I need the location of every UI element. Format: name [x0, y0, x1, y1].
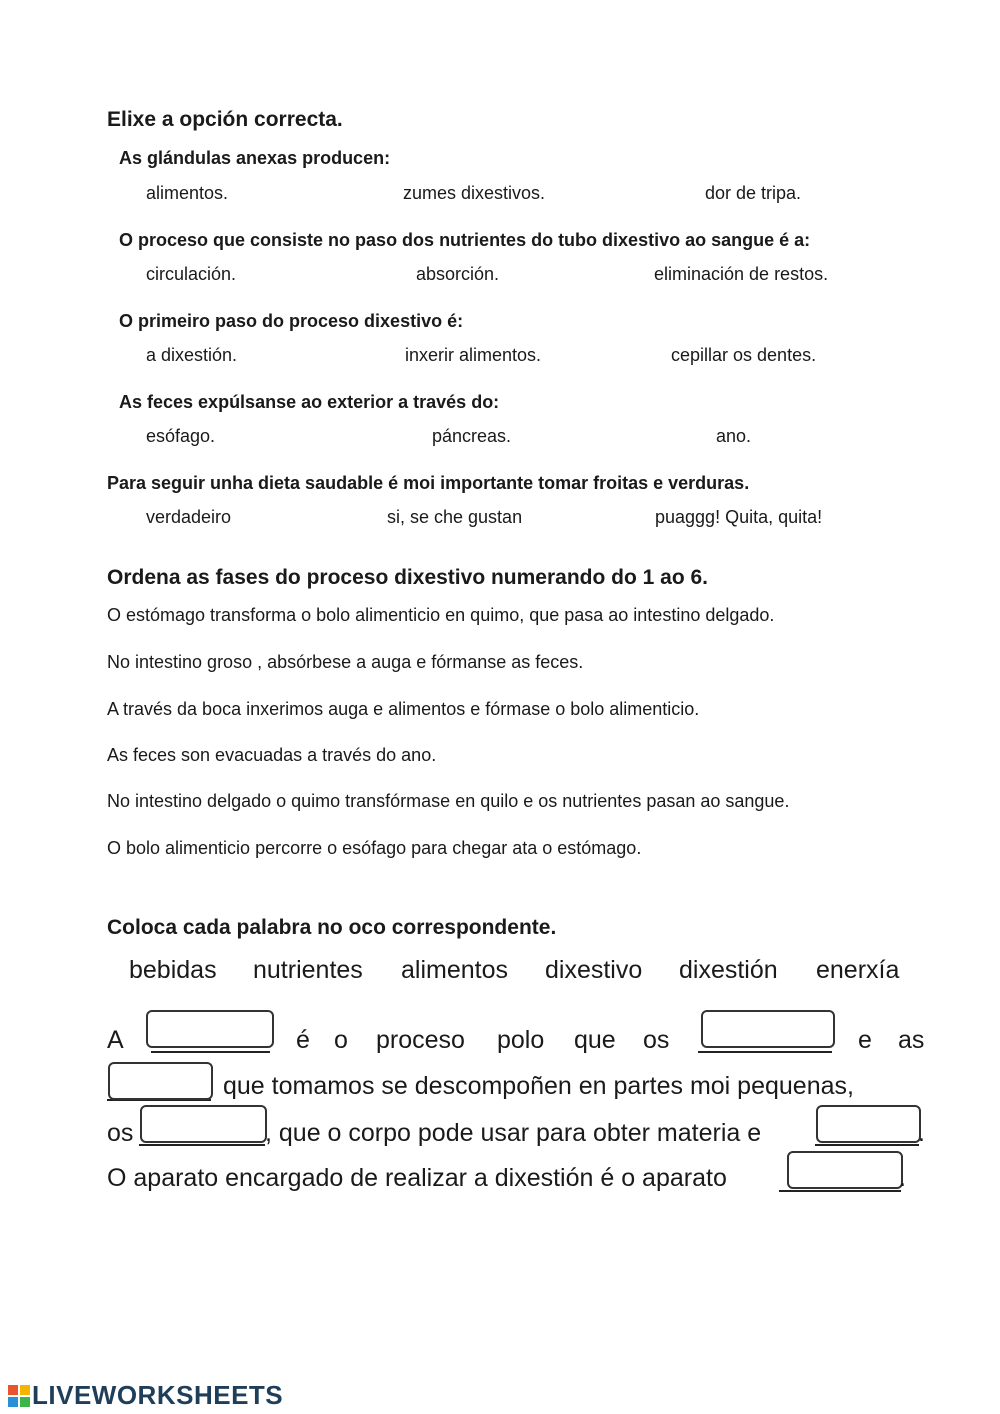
option-5b[interactable]: si, se che gustan [387, 507, 523, 527]
text-que: que [574, 1026, 616, 1054]
option-2b[interactable]: absorción. [416, 264, 500, 284]
option-4c[interactable]: ano. [716, 426, 752, 446]
order-item-2[interactable]: No intestino groso , absórbese a auga e fórmanse as feces. [107, 652, 584, 672]
blank-1[interactable] [146, 1010, 274, 1048]
text-period-1: . [918, 1119, 925, 1147]
question-3: O primeiro paso do proceso dixestivo é: [119, 311, 464, 331]
question-1: As glándulas anexas producen: [119, 148, 391, 168]
word-alimentos[interactable]: alimentos [401, 956, 508, 984]
text-proceso: proceso [376, 1026, 465, 1054]
option-1c[interactable]: dor de tripa. [705, 183, 802, 203]
word-dixestion[interactable]: dixestión [679, 956, 778, 984]
text-line2: que tomamos se descompoñen en partes moi pequenas, [223, 1072, 854, 1100]
question-5: Para seguir unha dieta saudable é moi importante tomar froitas e verduras. [107, 473, 750, 493]
order-item-3[interactable]: A través da boca inxerimos auga e alimentos e fórmase o bolo alimenticio. [107, 699, 700, 719]
option-4b[interactable]: páncreas. [432, 426, 512, 446]
option-1b[interactable]: zumes dixestivos. [403, 183, 546, 203]
text-as: as [898, 1026, 925, 1054]
word-bebidas[interactable]: bebidas [129, 956, 217, 984]
text-period-2: . [899, 1164, 906, 1192]
option-2a[interactable]: circulación. [146, 264, 237, 284]
blank-underline-6 [779, 1190, 901, 1192]
blank-underline-2 [698, 1051, 832, 1053]
option-3b[interactable]: inxerir alimentos. [405, 345, 542, 365]
text-line3: , que o corpo pode usar para obter materia e [265, 1119, 762, 1147]
order-item-4[interactable]: As feces son evacuadas a través do ano. [107, 745, 437, 765]
text-a: A [107, 1026, 124, 1054]
text-os2: os [107, 1119, 134, 1147]
question-4: As feces expúlsanse ao exterior a través do: [119, 392, 500, 412]
blank-underline-4 [139, 1144, 265, 1146]
word-dixestivo[interactable]: dixestivo [545, 956, 643, 984]
option-2c[interactable]: eliminación de restos. [654, 264, 829, 284]
section1-title: Elixe a opción correcta. [107, 108, 343, 131]
blank-underline-1 [151, 1051, 270, 1053]
text-os: os [643, 1026, 670, 1054]
question-2: O proceso que consiste no paso dos nutrientes do tubo dixestivo ao sangue é a: [119, 230, 811, 250]
blank-2[interactable] [701, 1010, 835, 1048]
option-4a[interactable]: esófago. [146, 426, 216, 446]
text-line4: O aparato encargado de realizar a dixestión é o aparato [107, 1164, 727, 1192]
order-item-1[interactable]: O estómago transforma o bolo alimenticio en quimo, que pasa ao intestino delgado. [107, 605, 775, 625]
blank-5[interactable] [816, 1105, 921, 1143]
word-enerxia[interactable]: enerxía [816, 956, 900, 984]
blank-6[interactable] [787, 1151, 903, 1189]
option-5c[interactable]: puaggg! Quita, quita! [655, 507, 823, 527]
word-nutrientes[interactable]: nutrientes [253, 956, 363, 984]
blank-3[interactable] [108, 1062, 213, 1100]
blank-4[interactable] [140, 1105, 267, 1143]
section3-title: Coloca cada palabra no oco correspondente. [107, 916, 557, 939]
option-3a[interactable]: a dixestión. [146, 345, 238, 365]
order-item-6[interactable]: O bolo alimenticio percorre o esófago para chegar ata o estómago. [107, 838, 642, 858]
text-e: é [296, 1026, 310, 1054]
option-1a[interactable]: alimentos. [146, 183, 229, 203]
liveworksheets-logo [8, 1380, 283, 1411]
text-o: o [334, 1026, 348, 1054]
option-3c[interactable]: cepillar os dentes. [671, 345, 817, 365]
section2-title: Ordena as fases do proceso dixestivo numerando do 1 ao 6. [107, 566, 709, 589]
order-item-5[interactable]: No intestino delgado o quimo transfórmase en quilo e os nutrientes pasan ao sangue. [107, 791, 790, 811]
logo-text: LIVEWORKSHEETS [32, 1380, 284, 1410]
option-5a[interactable]: verdadeiro [146, 507, 232, 527]
blank-underline-5 [815, 1144, 919, 1146]
text-e2: e [858, 1026, 872, 1054]
text-polo: polo [497, 1026, 545, 1054]
logo-mark-icon [8, 1383, 30, 1405]
